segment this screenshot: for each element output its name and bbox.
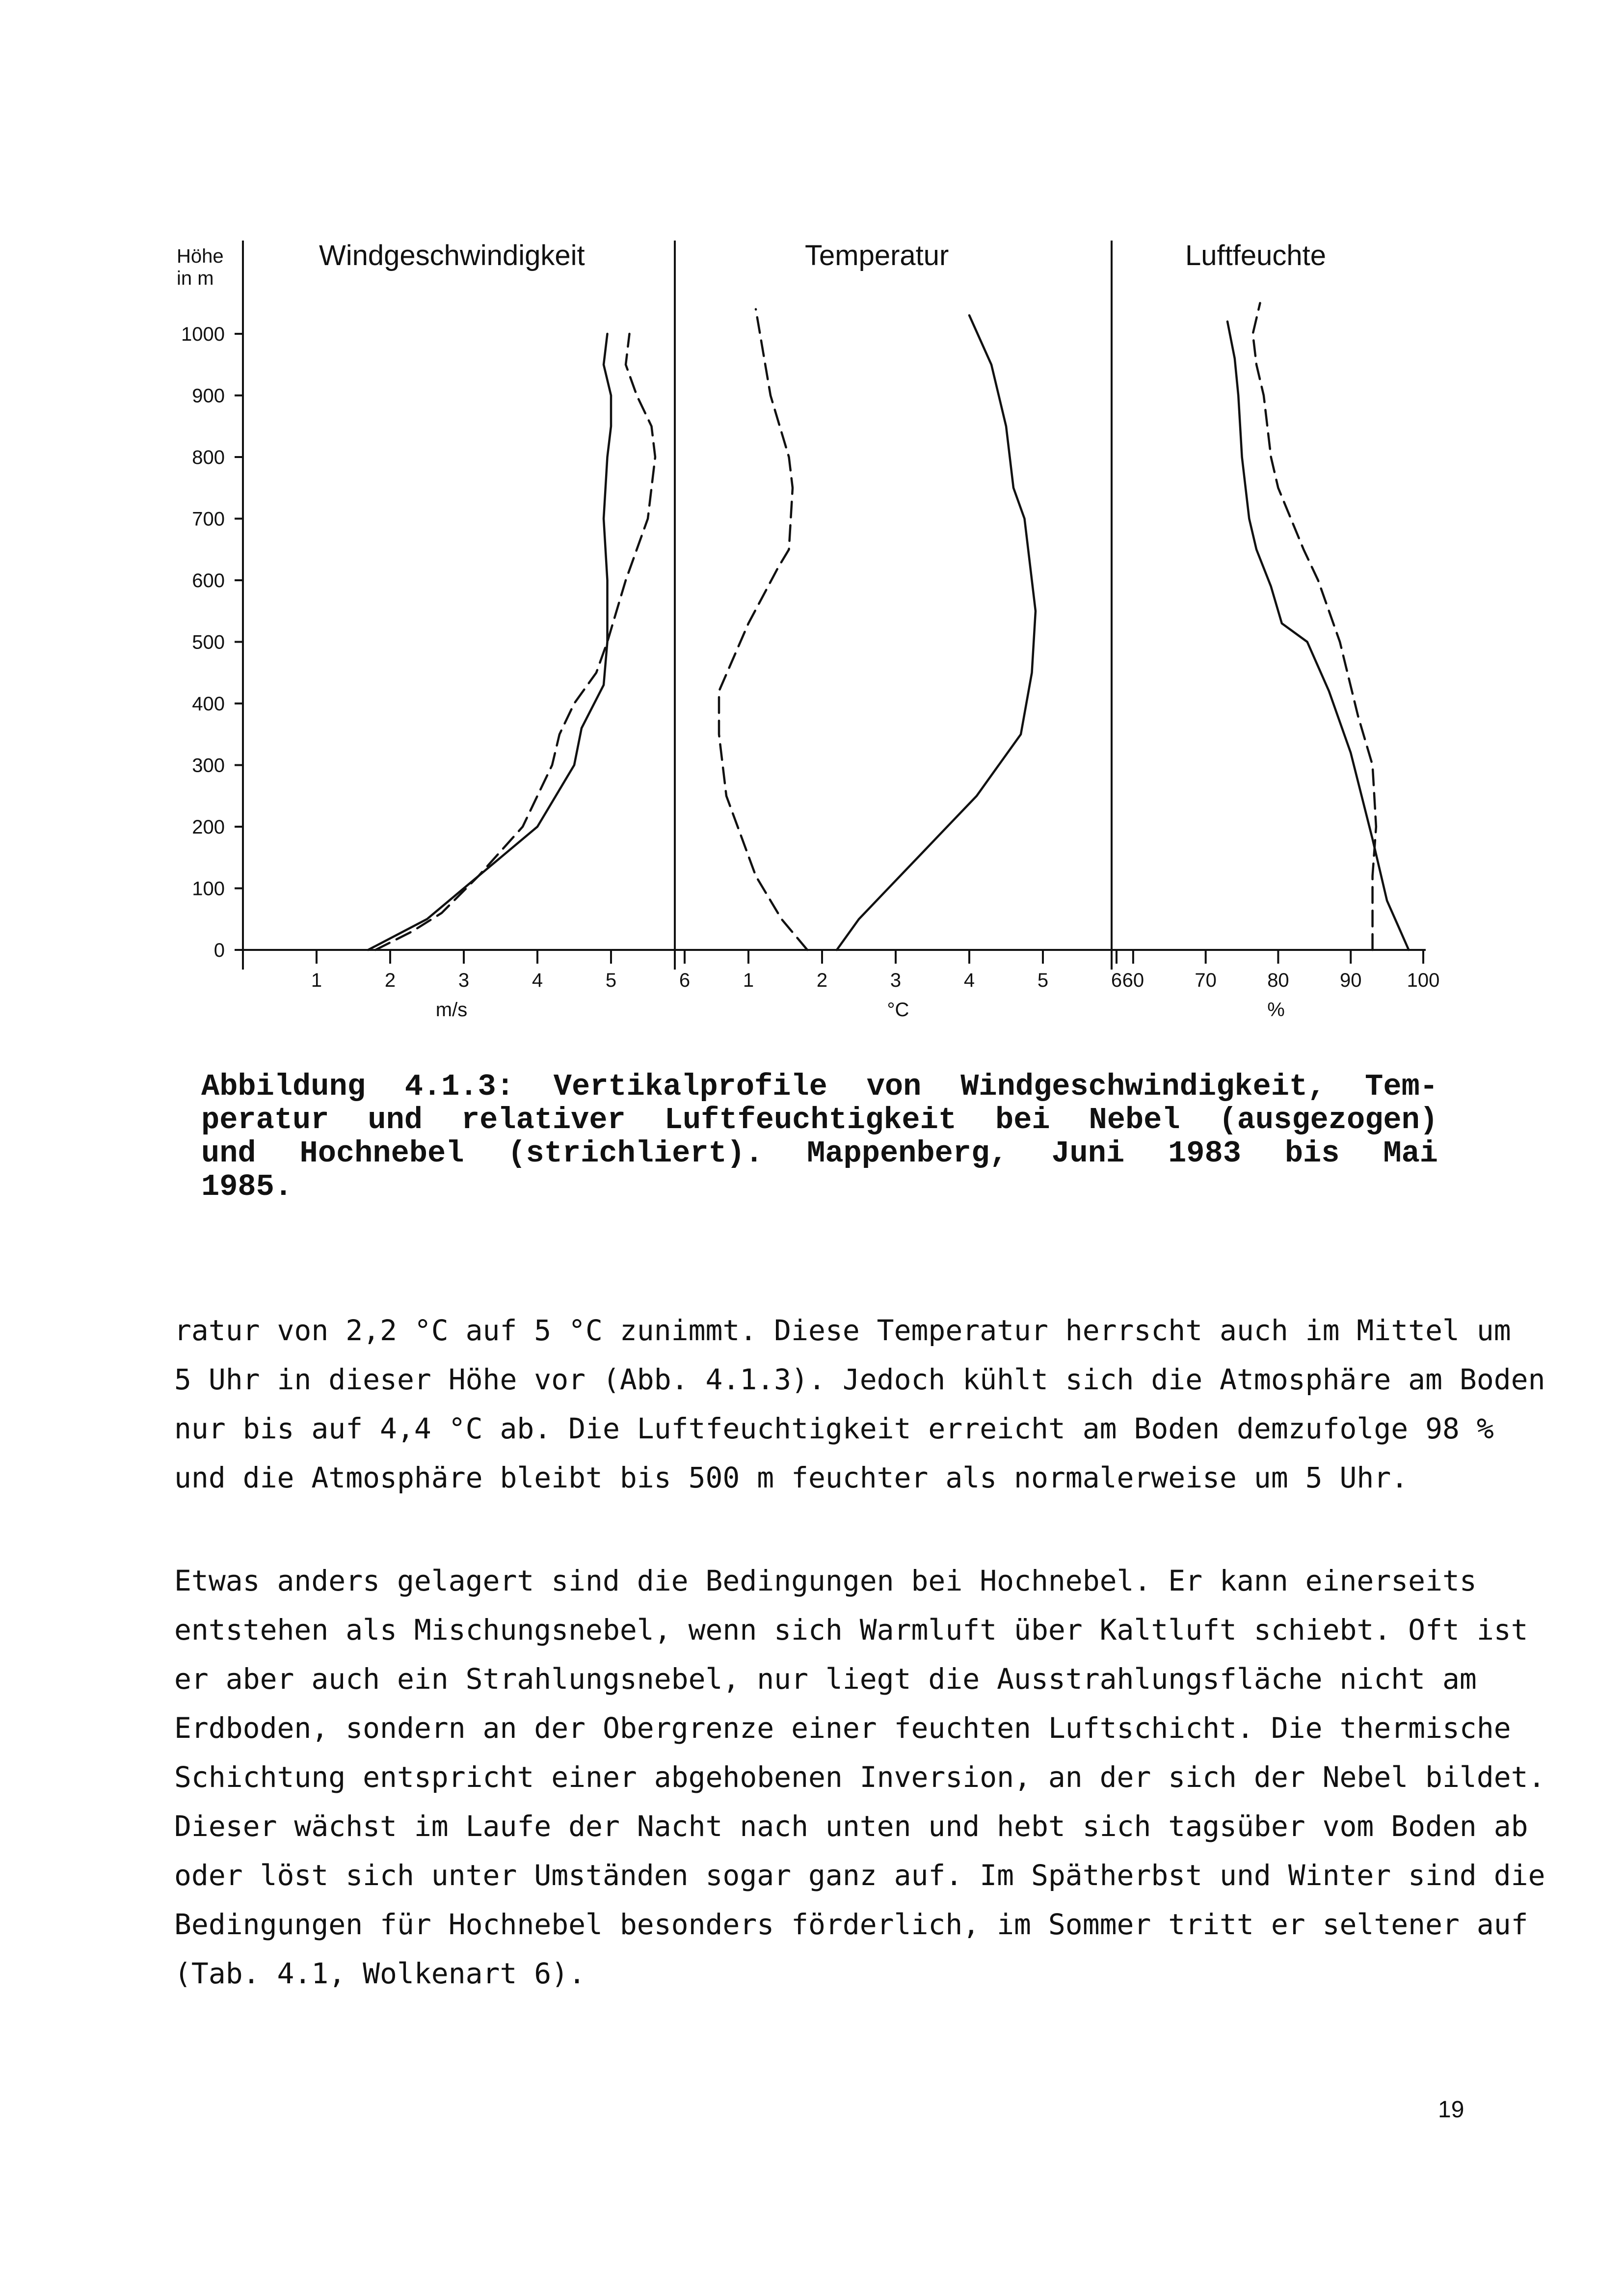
figure-vertical-profiles <box>0 0 1623 1055</box>
text-line: Dieser wächst im Laufe der Nacht nach unten und hebt sich tagsüber vom Boden ab <box>174 1810 1528 1843</box>
y-tick-label: 600 <box>192 570 225 592</box>
figure-caption <box>201 1070 1438 1204</box>
x-tick-label: 90 <box>1339 970 1362 991</box>
x-axis-unit-label: % <box>1267 999 1285 1021</box>
series-line-nebel <box>1227 322 1409 950</box>
paragraph-1 <box>174 1306 1545 1502</box>
x-tick-label: 4 <box>532 970 543 991</box>
text-line: nur bis auf 4,4 °C ab. Die Luftfeuchtigkeit erreicht am Boden demzufolge 98 % <box>174 1412 1494 1445</box>
text-line: ratur von 2,2 °C auf 5 °C zunimmt. Diese Temperatur herrscht auch im Mittel um <box>174 1314 1511 1347</box>
series-line-nebel <box>368 334 611 950</box>
panel-title: Windgeschwindigkeit <box>319 240 585 271</box>
y-tick-label: 500 <box>192 631 225 653</box>
series-line-nebel <box>837 315 1036 950</box>
page-number: 19 <box>1438 2097 1464 2123</box>
x-tick-label: 1 <box>311 970 322 991</box>
caption-line: und Hochnebel (strichliert). Mappenberg, Juni 1983 bis Mai <box>201 1136 1438 1171</box>
y-axis-label-bottom: in m <box>177 268 214 289</box>
x-tick-label: 2 <box>384 970 396 991</box>
text-line: 5 Uhr in dieser Höhe vor (Abb. 4.1.3). Jedoch kühlt sich die Atmosphäre am Boden <box>174 1363 1545 1396</box>
x-tick-label: 2 <box>816 970 828 991</box>
y-tick-label: 200 <box>192 816 225 838</box>
y-tick-label: 800 <box>192 447 225 468</box>
x-tick-label: 100 <box>1407 970 1440 991</box>
x-tick-label: 3 <box>458 970 470 991</box>
y-tick-label: 0 <box>213 940 225 961</box>
text-line: er aber auch ein Strahlungsnebel, nur liegt die Ausstrahlungsfläche nicht am <box>174 1662 1477 1696</box>
text-line: entstehen als Mischungsnebel, wenn sich Warmluft über Kaltluft schiebt. Oft ist <box>174 1613 1528 1647</box>
x-tick-label: 6 <box>679 970 691 991</box>
text-line: (Tab. 4.1, Wolkenart 6). <box>174 1957 586 1990</box>
series-line-hochnebel <box>1253 303 1376 950</box>
chart-svg <box>0 0 1623 1055</box>
text-line: Erdboden, sondern an der Obergrenze einer feuchten Luftschicht. Die thermische <box>174 1711 1511 1745</box>
caption-line: Abbildung 4.1.3: Vertikalprofile von Windgeschwindigkeit, Tem- <box>201 1069 1438 1104</box>
x-axis-unit-label: °C <box>887 999 909 1021</box>
text-line: Etwas anders gelagert sind die Bedingungen bei Hochnebel. Er kann einerseits <box>174 1564 1477 1597</box>
y-tick-label: 100 <box>192 878 225 900</box>
x-tick-label: 4 <box>963 970 975 991</box>
x-tick-label: 80 <box>1267 970 1289 991</box>
panel-title: Luftfeuchte <box>1185 240 1326 271</box>
x-tick-label: 3 <box>890 970 902 991</box>
text-line: Schichtung entspricht einer abgehobenen Inversion, an der sich der Nebel bildet. <box>174 1760 1545 1794</box>
series-line-hochnebel <box>719 309 807 950</box>
y-tick-label: 300 <box>192 755 225 777</box>
x-tick-label: 5 <box>1037 970 1049 991</box>
x-tick-label: 1 <box>743 970 754 991</box>
caption-line: 1985. <box>201 1169 293 1204</box>
y-tick-label: 400 <box>192 693 225 715</box>
x-axis-unit-label: m/s <box>435 999 468 1021</box>
y-axis-label-top: Höhe <box>177 245 224 267</box>
y-tick-label: 700 <box>192 508 225 530</box>
series-line-hochnebel <box>375 334 655 950</box>
text-line: oder löst sich unter Umständen sogar ganz auf. Im Spätherbst und Winter sind die <box>174 1859 1545 1892</box>
y-tick-label: 1000 <box>181 324 225 345</box>
y-tick-label: 900 <box>192 385 225 407</box>
x-tick-label: 5 <box>605 970 617 991</box>
caption-line: peratur und relativer Luftfeuchtigkeit bei Nebel (ausgezogen) <box>201 1103 1438 1137</box>
x-tick-label: 6 <box>1111 970 1122 991</box>
x-tick-label: 60 <box>1122 970 1144 991</box>
x-tick-label: 70 <box>1195 970 1217 991</box>
panel-title: Temperatur <box>805 240 949 271</box>
text-line: und die Atmosphäre bleibt bis 500 m feuchter als normalerweise um 5 Uhr. <box>174 1461 1409 1494</box>
paragraph-2 <box>174 1556 1545 1998</box>
text-line: Bedingungen für Hochnebel besonders förderlich, im Sommer tritt er seltener auf <box>174 1908 1528 1941</box>
